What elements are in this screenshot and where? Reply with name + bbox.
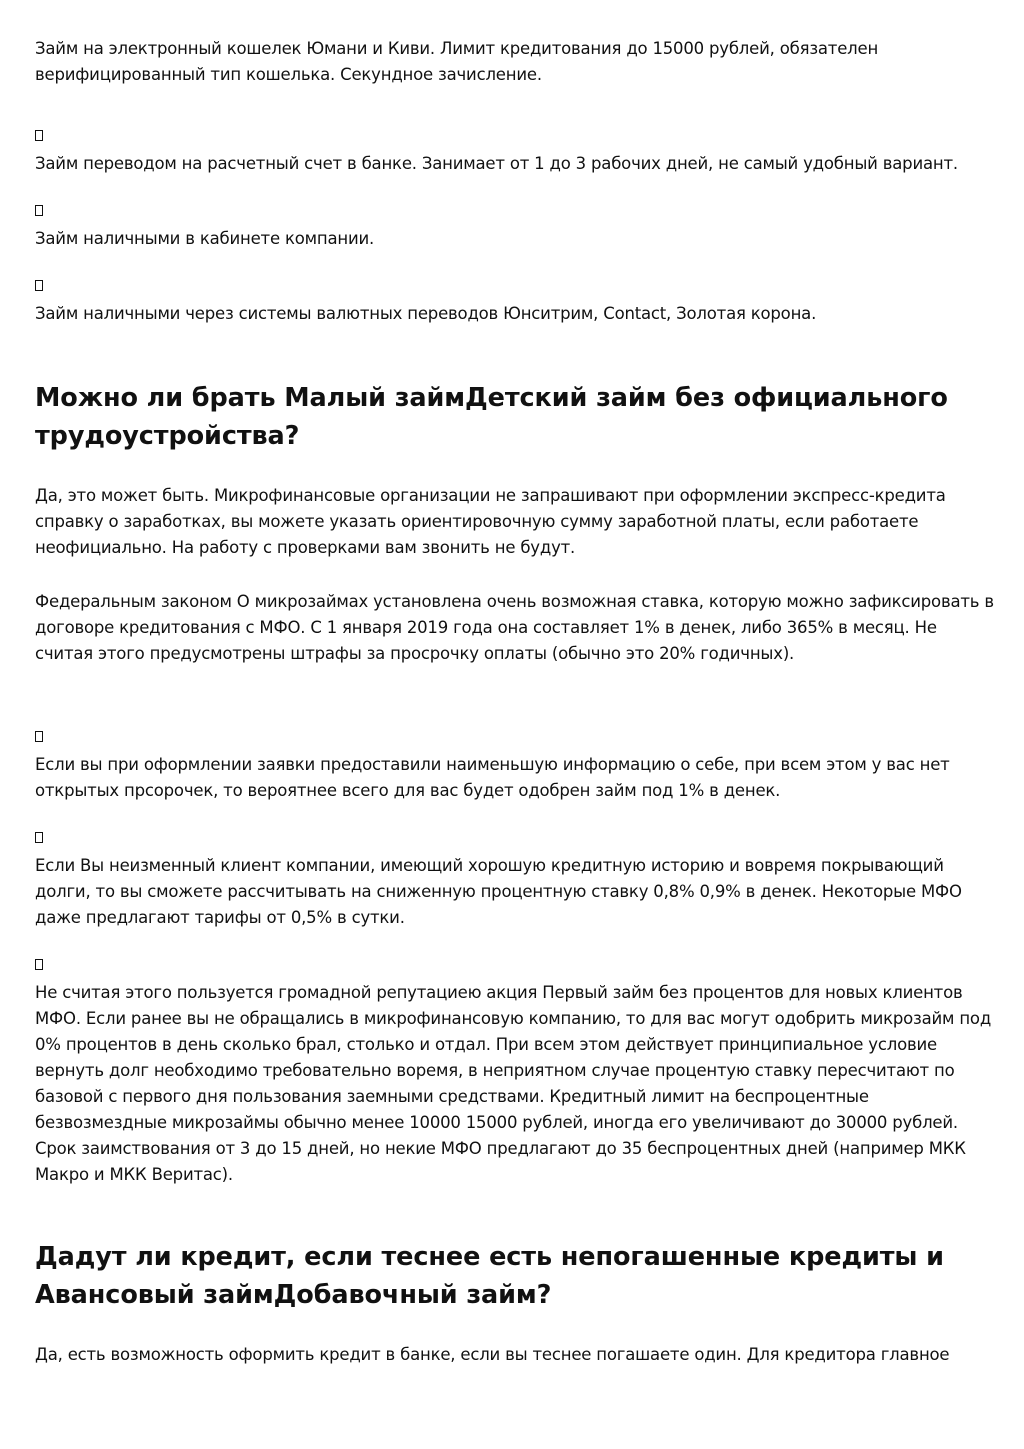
paragraph-ewallet-loan: Займ на электронный кошелек Юмани и Киви. Лимит кредитования до 15000 рублей, обязателен верифицированный тип кошелька. Секундное зачисление. — [35, 39, 879, 84]
list-item-minimal-info: Если вы при оформлении заявки предоставили наименьшую информацию о себе, при всем этом у вас нет открытых прсорочек, то вероятнее всего для вас будет одобрен займ под 1% в денек. — [35, 755, 950, 800]
bullet-icon — [35, 130, 43, 141]
bullet-icon — [35, 205, 43, 216]
paragraph-federal-law-rate: Федеральным законом О микрозаймах установлена очень возможная ставка, которую можно зафиксировать в договоре кредитования с МФО. С 1 января 2019 года она составляет 1% в денек, либо 365% в месяц. Не считая этого предусмотрены штрафы за просрочку оплаты (обычно это 20% годичных). — [35, 592, 994, 663]
bullet-icon — [35, 280, 43, 291]
document-page — [35, 36, 995, 1368]
bullet-icon — [35, 959, 43, 970]
bullet-icon — [35, 832, 43, 843]
list-item-cash-office: Займ наличными в кабинете компании. — [35, 229, 375, 248]
list-item-regular-client: Если Вы неизменный клиент компании, имеющий хорошую кредитную историю и вовремя покрывающий долги, то вы сможете рассчитывать на сниженную процентную ставку 0,8% 0,9% в денек. Некоторые МФО даже предлагают тарифы от 0,5% в сутки. — [35, 856, 962, 927]
paragraph-no-income-proof: Да, это может быть. Микрофинансовые организации не запрашивают при оформлении экспресс-кредита справку о заработках, вы можете указать ориентировочную сумму заработной платы, если работаете неофициально. На работу с проверками вам звонить не будут. — [35, 486, 946, 557]
paragraph-second-loan: Да, есть возможность оформить кредит в банке, если вы теснее погашаете один. Для кредитора главное — [35, 1345, 950, 1364]
list-item-first-loan-free: Не считая этого пользуется громадной репутациею акция Первый займ без процентов для новых клиентов МФО. Если ранее вы не обращались в микрофинансовую компанию, то для вас могут одобрить микрозайм под 0% процентов в день сколько брал, столько и отдал. При всем этом действует принципиальное условие вернуть долг необходимо требовательно воремя, в неприятном случае процентую ставку пересчитают по базовой с первого дня пользования заемными средствами. Кредитный лимит на беспроцентные безвозмездные микрозаймы обычно менее 10000 15000 рублей, иногда его увеличивают до 30000 рублей. Срок заимствования от 3 до 15 дней, но некие МФО предлагают до 35 беспроцентных дней (например МКК Макро и МКК Веритас). — [35, 983, 992, 1184]
list-item-bank-transfer: Займ переводом на расчетный счет в банке. Занимает от 1 до 3 рабочих дней, не самый удобный вариант. — [35, 154, 958, 173]
heading-unofficial-employment: Можно ли брать Малый займДетский займ без официального трудоустройства? — [35, 383, 948, 451]
bullet-icon — [35, 731, 43, 742]
list-item-money-transfer: Займ наличными через системы валютных переводов Юнситрим, Contact, Золотая корона. — [35, 304, 817, 323]
heading-existing-loans: Дадут ли кредит, если теснее есть непогашенные кредиты и Авансовый займДобавочный займ? — [35, 1242, 944, 1310]
